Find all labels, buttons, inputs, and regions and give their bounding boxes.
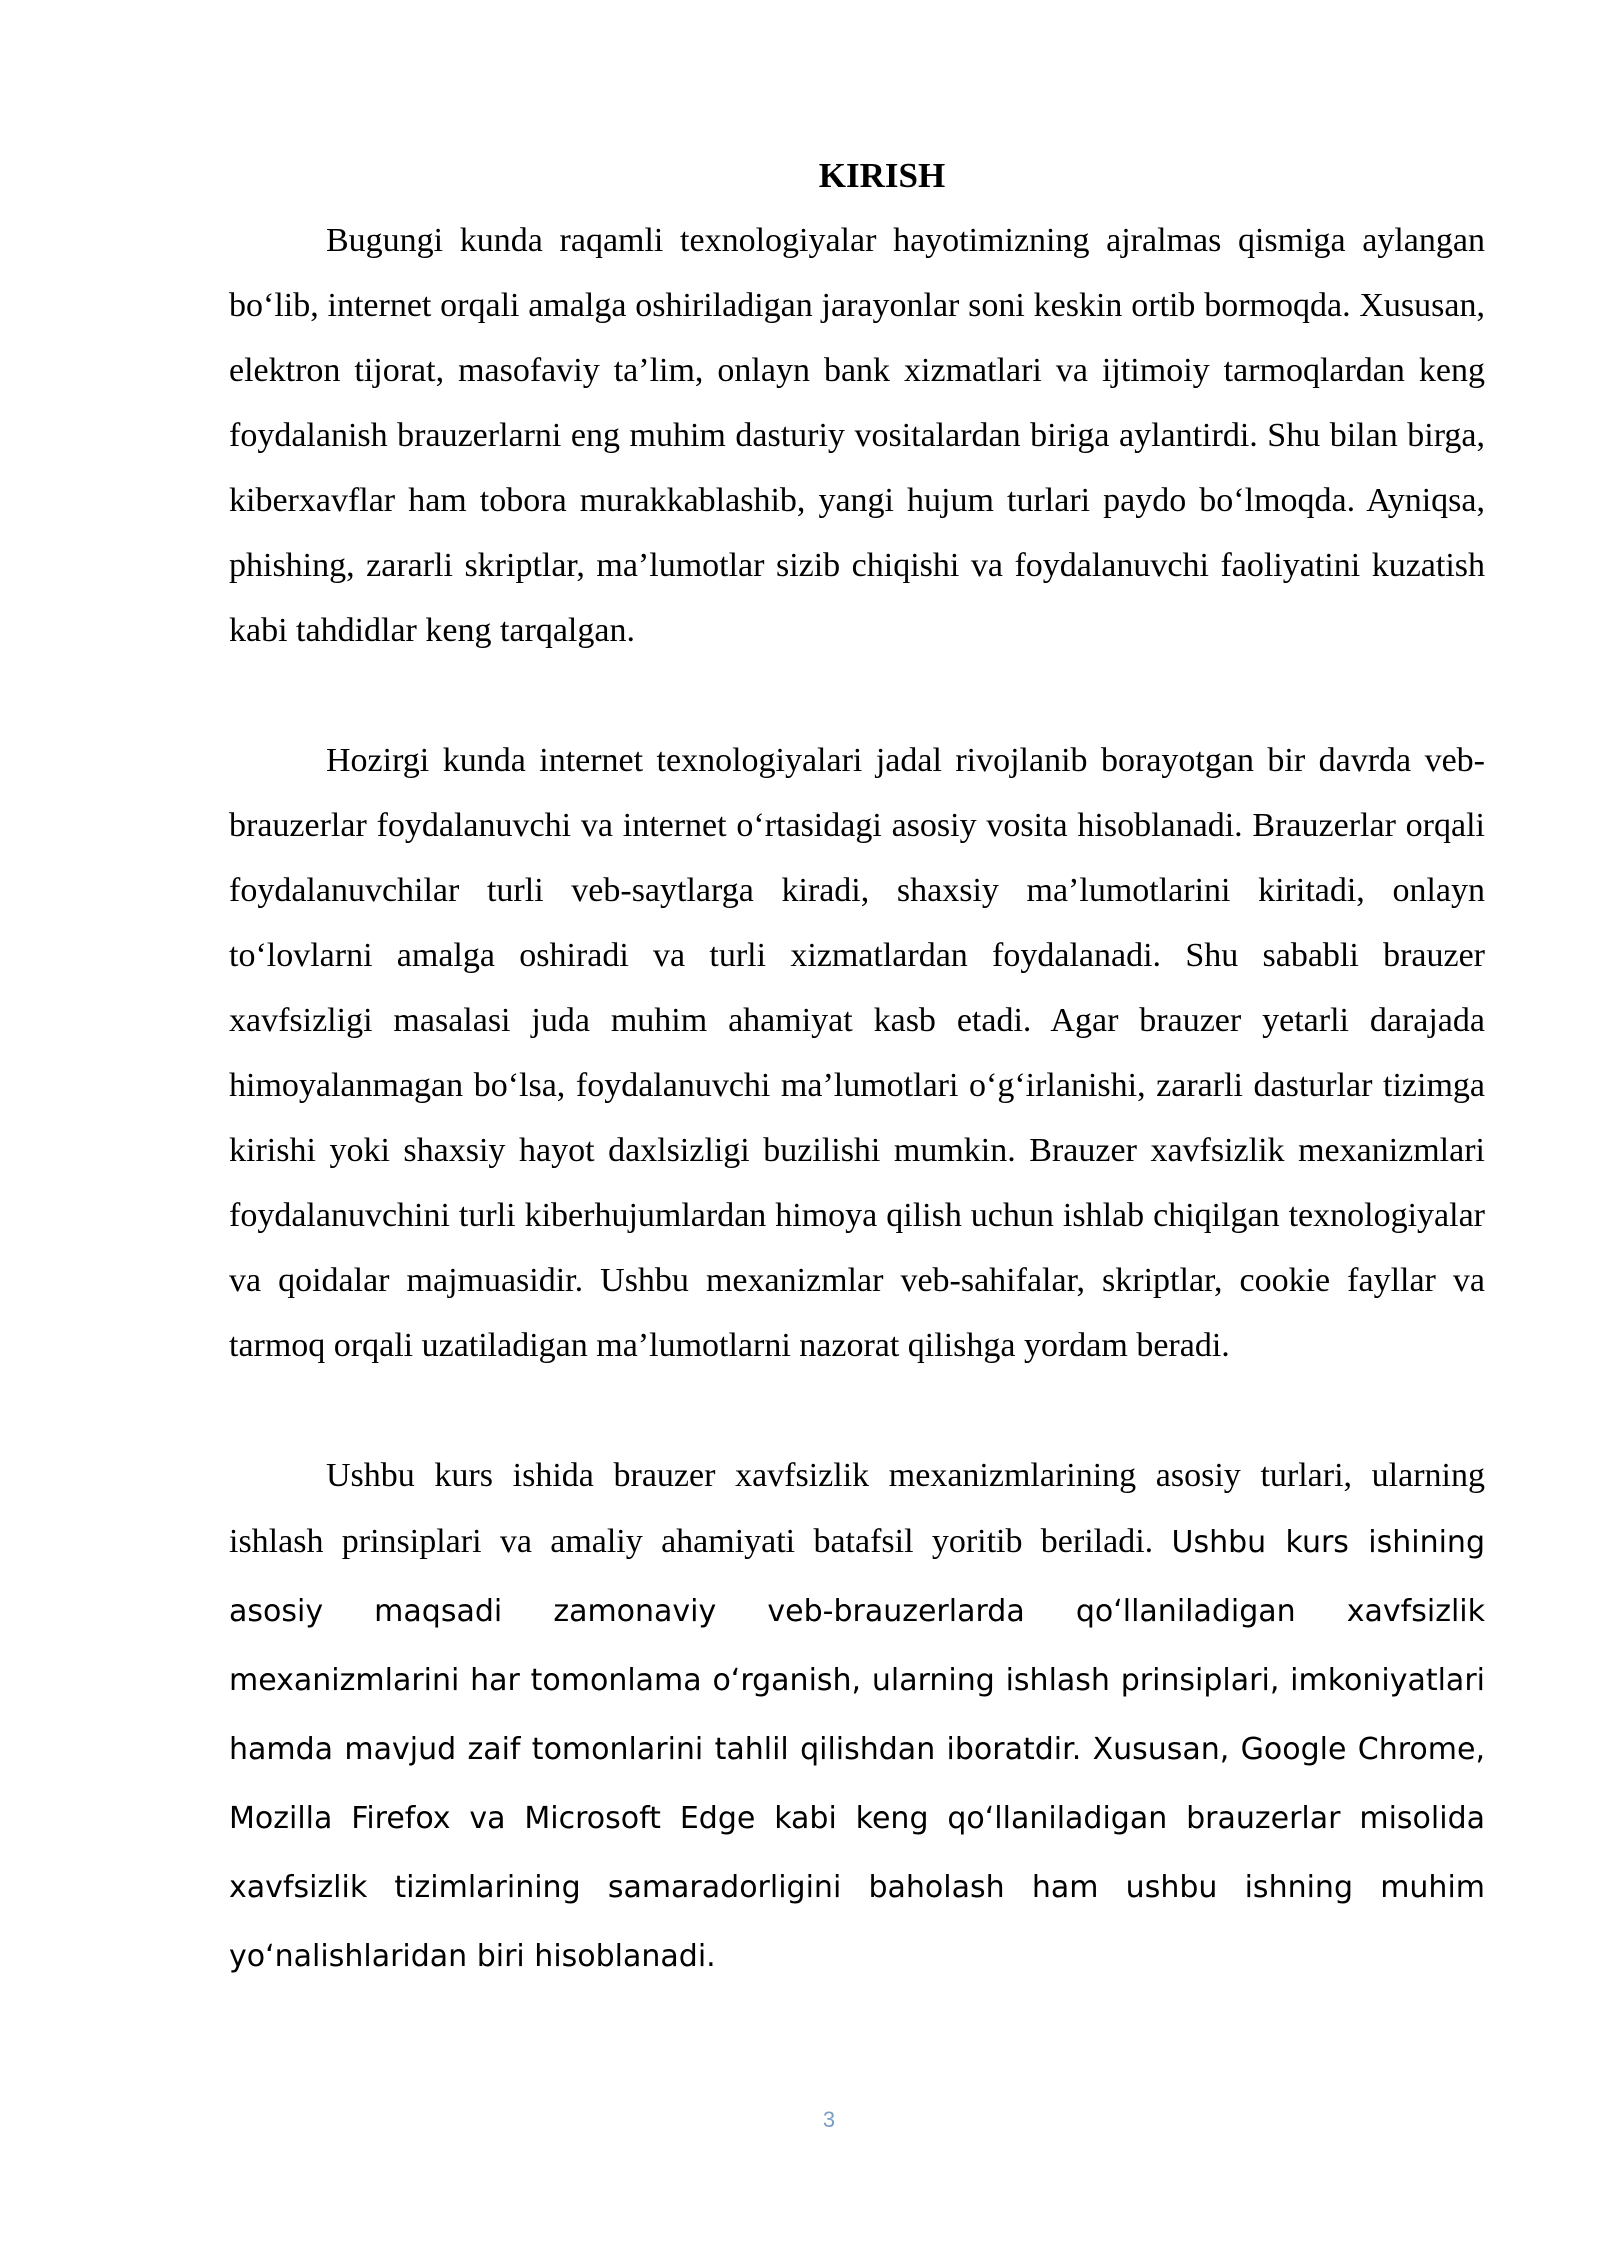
section-heading: KIRISH [818, 156, 946, 195]
paragraph-3-serif-text: Ushbu kurs ishida brauzer xavfsizlik mexanizmlarining asosiy turlari, ularning ishlash prinsiplari va amaliy ahamiyati batafsil yoritib beriladi. [229, 1457, 1485, 1560]
paragraph-1: Bugungi kunda raqamli texnologiyalar hayotimizning ajralmas qismiga aylangan bo‘lib, internet orqali amalga oshiriladigan jarayonlar soni keskin ortib bormoqda. Xususan, elektron tijorat, masofaviy ta’lim, onlayn bank xizmatlari va ijtimoiy tarmoqlardan keng foydalanish brauzerlarni eng muhim dasturiy vositalardan biriga aylantirdi. Shu bilan birga, kiberxavflar ham tobora murakkablashib, yangi hujum turlari paydo bo‘lmoqda. Ayniqsa, phishing, zararli skriptlar, ma’lumotlar sizib chiqishi va foydalanuvchi faoliyatini kuzatish kabi tahdidlar keng tarqalgan. [229, 222, 1485, 649]
paragraph-3 [229, 1443, 1485, 1991]
paragraph-3-sans-text: Ushbu kurs ishining asosiy maqsadi zamonaviy veb-brauzerlarda qo‘llaniladigan xavfsizlik mexanizmlarini har tomonlama o‘rganish, ularning ishlash prinsiplari, imkoniyatlari hamda mavjud zaif tomonlarini tahlil qilishdan iboratdir. Xususan, Google Chrome, Mozilla Firefox va Microsoft Edge kabi keng qo‘llaniladigan brauzerlar misolida xavfsizlik tizimlarining samaradorligini baholash ham ushbu ishning muhim yo‘nalishlaridan biri hisoblanadi. [229, 1525, 1485, 1974]
page-number: 3 [822, 2107, 836, 2132]
paragraph-2: Hozirgi kunda internet texnologiyalari jadal rivojlanib borayotgan bir davrda veb-brauzerlar foydalanuvchi va internet o‘rtasidagi asosiy vosita hisoblanadi. Brauzerlar orqali foydalanuvchilar turli veb-saytlarga kiradi, shaxsiy ma’lumotlarini kiritadi, onlayn to‘lovlarni amalga oshiradi va turli xizmatlardan foydalanadi. Shu sababli brauzer xavfsizligi masalasi juda muhim ahamiyat kasb etadi. Agar brauzer yetarli darajada himoyalanmagan bo‘lsa, foydalanuvchi ma’lumotlari o‘g‘irlanishi, zararli dasturlar tizimga kirishi yoki shaxsiy hayot daxlsizligi buzilishi mumkin. Brauzer xavfsizlik mexanizmlari foydalanuvchini turli kiberhujumlardan himoya qilish uchun ishlab chiqilgan texnologiyalar va qoidalar majmuasidir. Ushbu mexanizmlar veb-sahifalar, skriptlar, cookie fayllar va tarmoq orqali uzatiladigan ma’lumotlarni nazorat qilishga yordam beradi. [229, 742, 1485, 1364]
